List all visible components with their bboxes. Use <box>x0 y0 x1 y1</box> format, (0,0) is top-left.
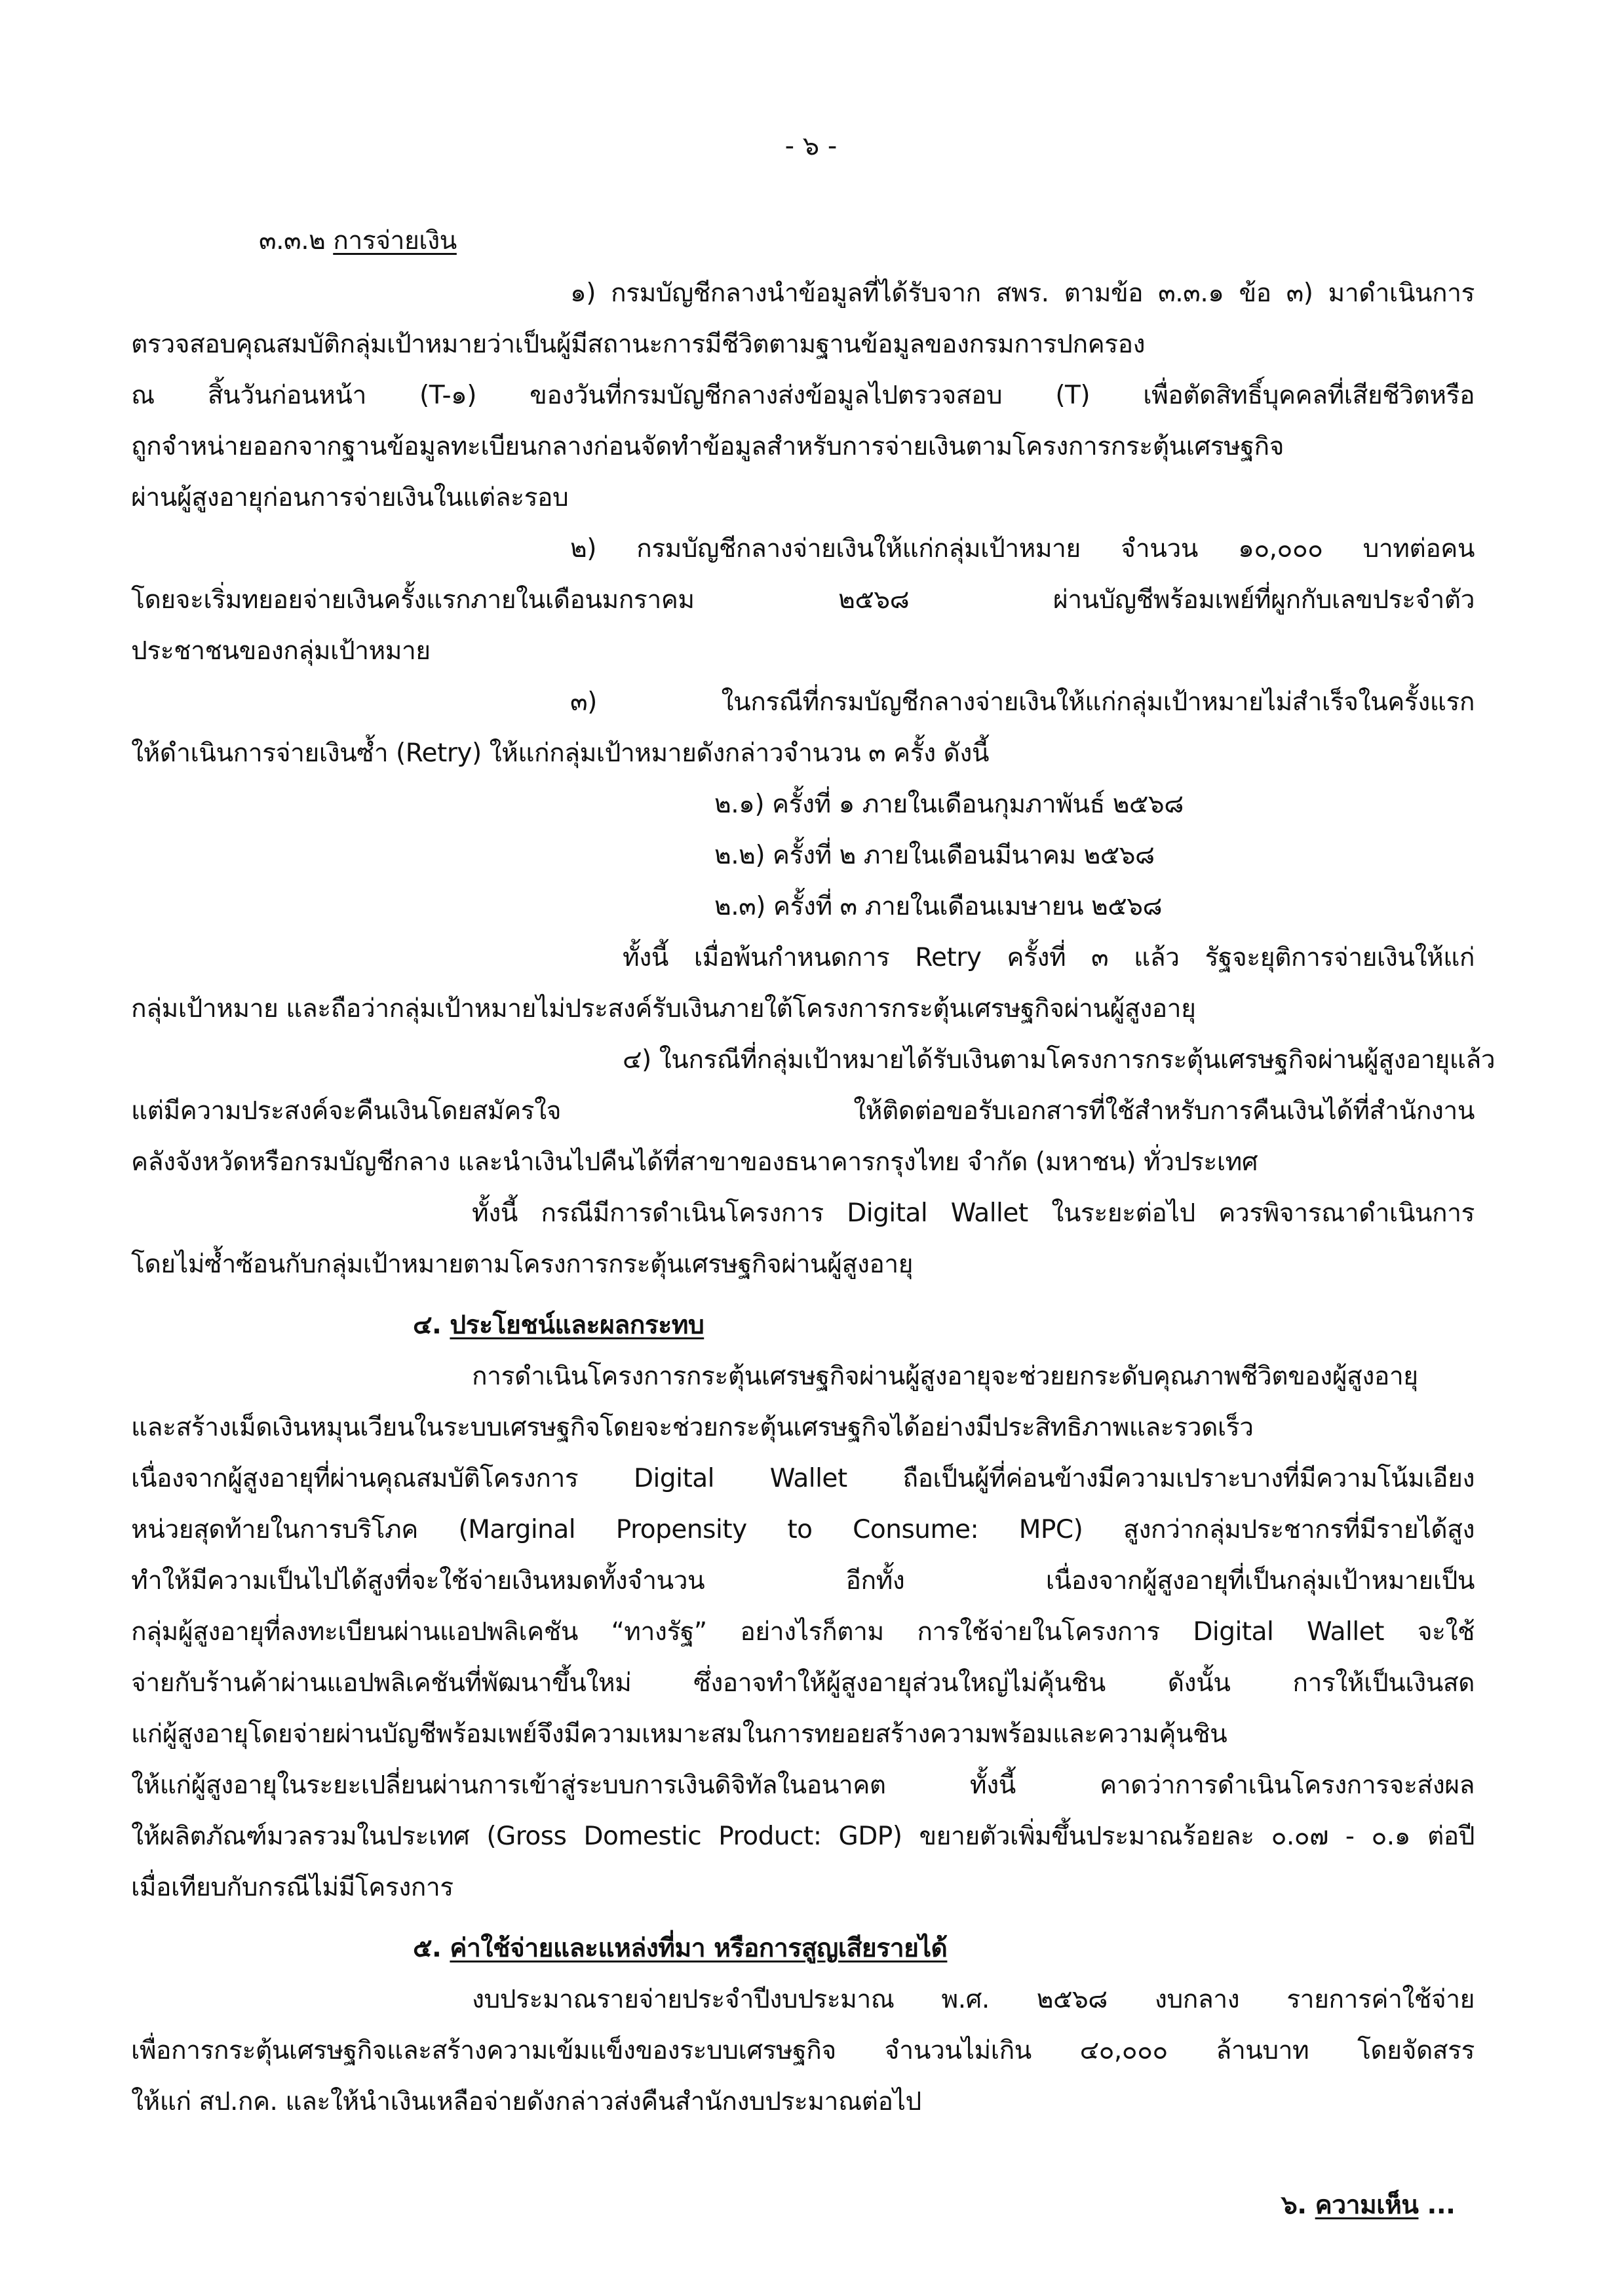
paragraph-line: ๑) กรมบัญชีกลางนำข้อมูลที่ได้รับจาก สพร. ตามข้อ ๓.๓.๑ ข้อ ๓) มาดำเนินการ <box>570 278 1475 308</box>
paragraph-line: ทั้งนี้ เมื่อพ้นกำหนดการ Retry ครั้งที่ ๓ แล้ว รัฐจะยุติการจ่ายเงินให้แก่ <box>623 943 1475 972</box>
paragraph-line: เพื่อการกระตุ้นเศรษฐกิจและสร้างความเข้มแข็งของระบบเศรษฐกิจ จำนวนไม่เกิน ๔๐,๐๐๐ ล้านบาท โดยจัดสรร <box>131 2036 1475 2065</box>
paragraph-line: ผ่านผู้สูงอายุก่อนการจ่ายเงินในแต่ละรอบ <box>131 483 569 512</box>
paragraph-line: และสร้างเม็ดเงินหมุนเวียนในระบบเศรษฐกิจโดยจะช่วยกระตุ้นเศรษฐกิจได้อย่างมีประสิทธิภาพและรวดเร็ว <box>131 1413 1254 1442</box>
paragraph-line: แต่มีความประสงค์จะคืนเงินโดยสมัครใจ ให้ติดต่อขอรับเอกสารที่ใช้สำหรับการคืนเงินได้ที่สำนักงาน <box>131 1096 1475 1126</box>
section-number: ๕. <box>413 1934 442 1963</box>
paragraph-line: โดยจะเริ่มทยอยจ่ายเงินครั้งแรกภายในเดือนมกราคม ๒๕๖๘ ผ่านบัญชีพร้อมเพย์ที่ผูกกับเลขประจำตัว <box>131 585 1475 615</box>
section-title: ค่าใช้จ่ายและแหล่งที่มา หรือการสูญเสียรายได้ <box>450 1934 948 1963</box>
section-number: ๓.๓.๒ <box>259 226 326 256</box>
section-title: ประโยชน์และผลกระทบ <box>450 1311 705 1340</box>
paragraph-line: แก่ผู้สูงอายุโดยจ่ายผ่านบัญชีพร้อมเพย์จึงมีความเหมาะสมในการทยอยสร้างความพร้อมและความคุ้นชิน <box>131 1719 1227 1749</box>
paragraph-line: หน่วยสุดท้ายในการบริโภค (Marginal Propensity to Consume: MPC) สูงกว่ากลุ่มประชากรที่มีรายได้สูง <box>131 1515 1475 1544</box>
continuation-ellipsis: ... <box>1427 2191 1456 2220</box>
paragraph-line: ๒) กรมบัญชีกลางจ่ายเงินให้แก่กลุ่มเป้าหมาย จำนวน ๑๐,๐๐๐ บาทต่อคน <box>570 534 1475 564</box>
paragraph-line: กลุ่มเป้าหมาย และถือว่ากลุ่มเป้าหมายไม่ประสงค์รับเงินภายใต้โครงการกระตุ้นเศรษฐกิจผ่านผู้สูงอายุ <box>131 994 1196 1024</box>
retry-item: ๒.๑) ครั้งที่ ๑ ภายในเดือนกุมภาพันธ์ ๒๕๖๘ <box>714 790 1184 819</box>
paragraph-line: การดำเนินโครงการกระตุ้นเศรษฐกิจผ่านผู้สูงอายุจะช่วยยกระดับคุณภาพชีวิตของผู้สูงอายุ <box>472 1362 1418 1391</box>
next-section-number: ๖. <box>1281 2191 1307 2220</box>
section-3-3-2-heading <box>259 216 457 266</box>
section-5-heading <box>413 1924 947 1974</box>
continuation-footer <box>1281 2181 1455 2230</box>
section-title: การจ่ายเงิน <box>333 226 457 256</box>
paragraph-line: จ่ายกับร้านค้าผ่านแอปพลิเคชันที่พัฒนาขึ้นใหม่ ซึ่งอาจทำให้ผู้สูงอายุส่วนใหญ่ไม่คุ้นชิน ดังนั้น การให้เป็นเงินสด <box>131 1668 1475 1698</box>
paragraph-line: ให้แก่ สป.กค. และให้นำเงินเหลือจ่ายดังกล่าวส่งคืนสำนักงบประมาณต่อไป <box>131 2087 921 2116</box>
paragraph-line: กลุ่มผู้สูงอายุที่ลงทะเบียนผ่านแอปพลิเคชัน “ทางรัฐ” อย่างไรก็ตาม การใช้จ่ายในโครงการ Digital Wallet จะใช้ <box>131 1617 1475 1647</box>
paragraph-line: ทั้งนี้ กรณีมีการดำเนินโครงการ Digital Wallet ในระยะต่อไป ควรพิจารณาดำเนินการ <box>472 1198 1475 1228</box>
paragraph-line: เมื่อเทียบกับกรณีไม่มีโครงการ <box>131 1873 454 1902</box>
paragraph-line: ถูกจำหน่ายออกจากฐานข้อมูลทะเบียนกลางก่อนจัดทำข้อมูลสำหรับการจ่ายเงินตามโครงการกระตุ้นเศรษฐกิจ <box>131 432 1284 461</box>
paragraph-line: ให้แก่ผู้สูงอายุในระยะเปลี่ยนผ่านการเข้าสู่ระบบการเงินดิจิทัลในอนาคต ทั้งนี้ คาดว่าการดำเนินโครงการจะส่งผล <box>131 1770 1475 1800</box>
next-section-title: ความเห็น <box>1315 2191 1419 2220</box>
paragraph-line: เนื่องจากผู้สูงอายุที่ผ่านคุณสมบัติโครงการ Digital Wallet ถือเป็นผู้ที่ค่อนข้างมีความเปราะบางที่มีความโน้มเอียง <box>131 1464 1475 1493</box>
paragraph-line: ๔) ในกรณีที่กลุ่มเป้าหมายได้รับเงินตามโครงการกระตุ้นเศรษฐกิจผ่านผู้สูงอายุแล้ว <box>623 1045 1496 1075</box>
paragraph-line: คลังจังหวัดหรือกรมบัญชีกลาง และนำเงินไปคืนได้ที่สาขาของธนาคารกรุงไทย จำกัด (มหาชน) ทั่วประเทศ <box>131 1147 1258 1177</box>
paragraph-line: ๓) ในกรณีที่กรมบัญชีกลางจ่ายเงินให้แก่กลุ่มเป้าหมายไม่สำเร็จในครั้งแรก <box>570 687 1475 717</box>
section-4-heading <box>413 1301 704 1350</box>
paragraph-line: ให้ดำเนินการจ่ายเงินซ้ำ (Retry) ให้แก่กลุ่มเป้าหมายดังกล่าวจำนวน ๓ ครั้ง ดังนี้ <box>131 738 990 768</box>
section-number: ๔. <box>413 1311 442 1340</box>
retry-item: ๒.๒) ครั้งที่ ๒ ภายในเดือนมีนาคม ๒๕๖๘ <box>714 841 1155 870</box>
paragraph-line: โดยไม่ซ้ำซ้อนกับกลุ่มเป้าหมายตามโครงการกระตุ้นเศรษฐกิจผ่านผู้สูงอายุ <box>131 1250 914 1279</box>
page-number: - ๖ - <box>784 131 838 161</box>
paragraph-line: ณ สิ้นวันก่อนหน้า (T-๑) ของวันที่กรมบัญชีกลางส่งข้อมูลไปตรวจสอบ (T) เพื่อตัดสิทธิ์บุคคลที่เสียชีวิตหรือ <box>131 381 1475 410</box>
paragraph-line: ให้ผลิตภัณฑ์มวลรวมในประเทศ (Gross Domestic Product: GDP) ขยายตัวเพิ่มขึ้นประมาณร้อยละ ๐.๐๗ - ๐.๑ ต่อปี <box>131 1822 1475 1851</box>
paragraph-line: ทำให้มีความเป็นไปได้สูงที่จะใช้จ่ายเงินหมดทั้งจำนวน อีกทั้ง เนื่องจากผู้สูงอายุที่เป็นกลุ่มเป้าหมายเป็น <box>131 1566 1475 1596</box>
paragraph-line: ประชาชนของกลุ่มเป้าหมาย <box>131 636 431 666</box>
paragraph-line: ตรวจสอบคุณสมบัติกลุ่มเป้าหมายว่าเป็นผู้มีสถานะการมีชีวิตตามฐานข้อมูลของกรมการปกครอง <box>131 330 1146 359</box>
paragraph-line: งบประมาณรายจ่ายประจำปีงบประมาณ พ.ศ. ๒๕๖๘ งบกลาง รายการค่าใช้จ่าย <box>472 1985 1475 2014</box>
retry-item: ๒.๓) ครั้งที่ ๓ ภายในเดือนเมษายน ๒๕๖๘ <box>714 892 1163 921</box>
